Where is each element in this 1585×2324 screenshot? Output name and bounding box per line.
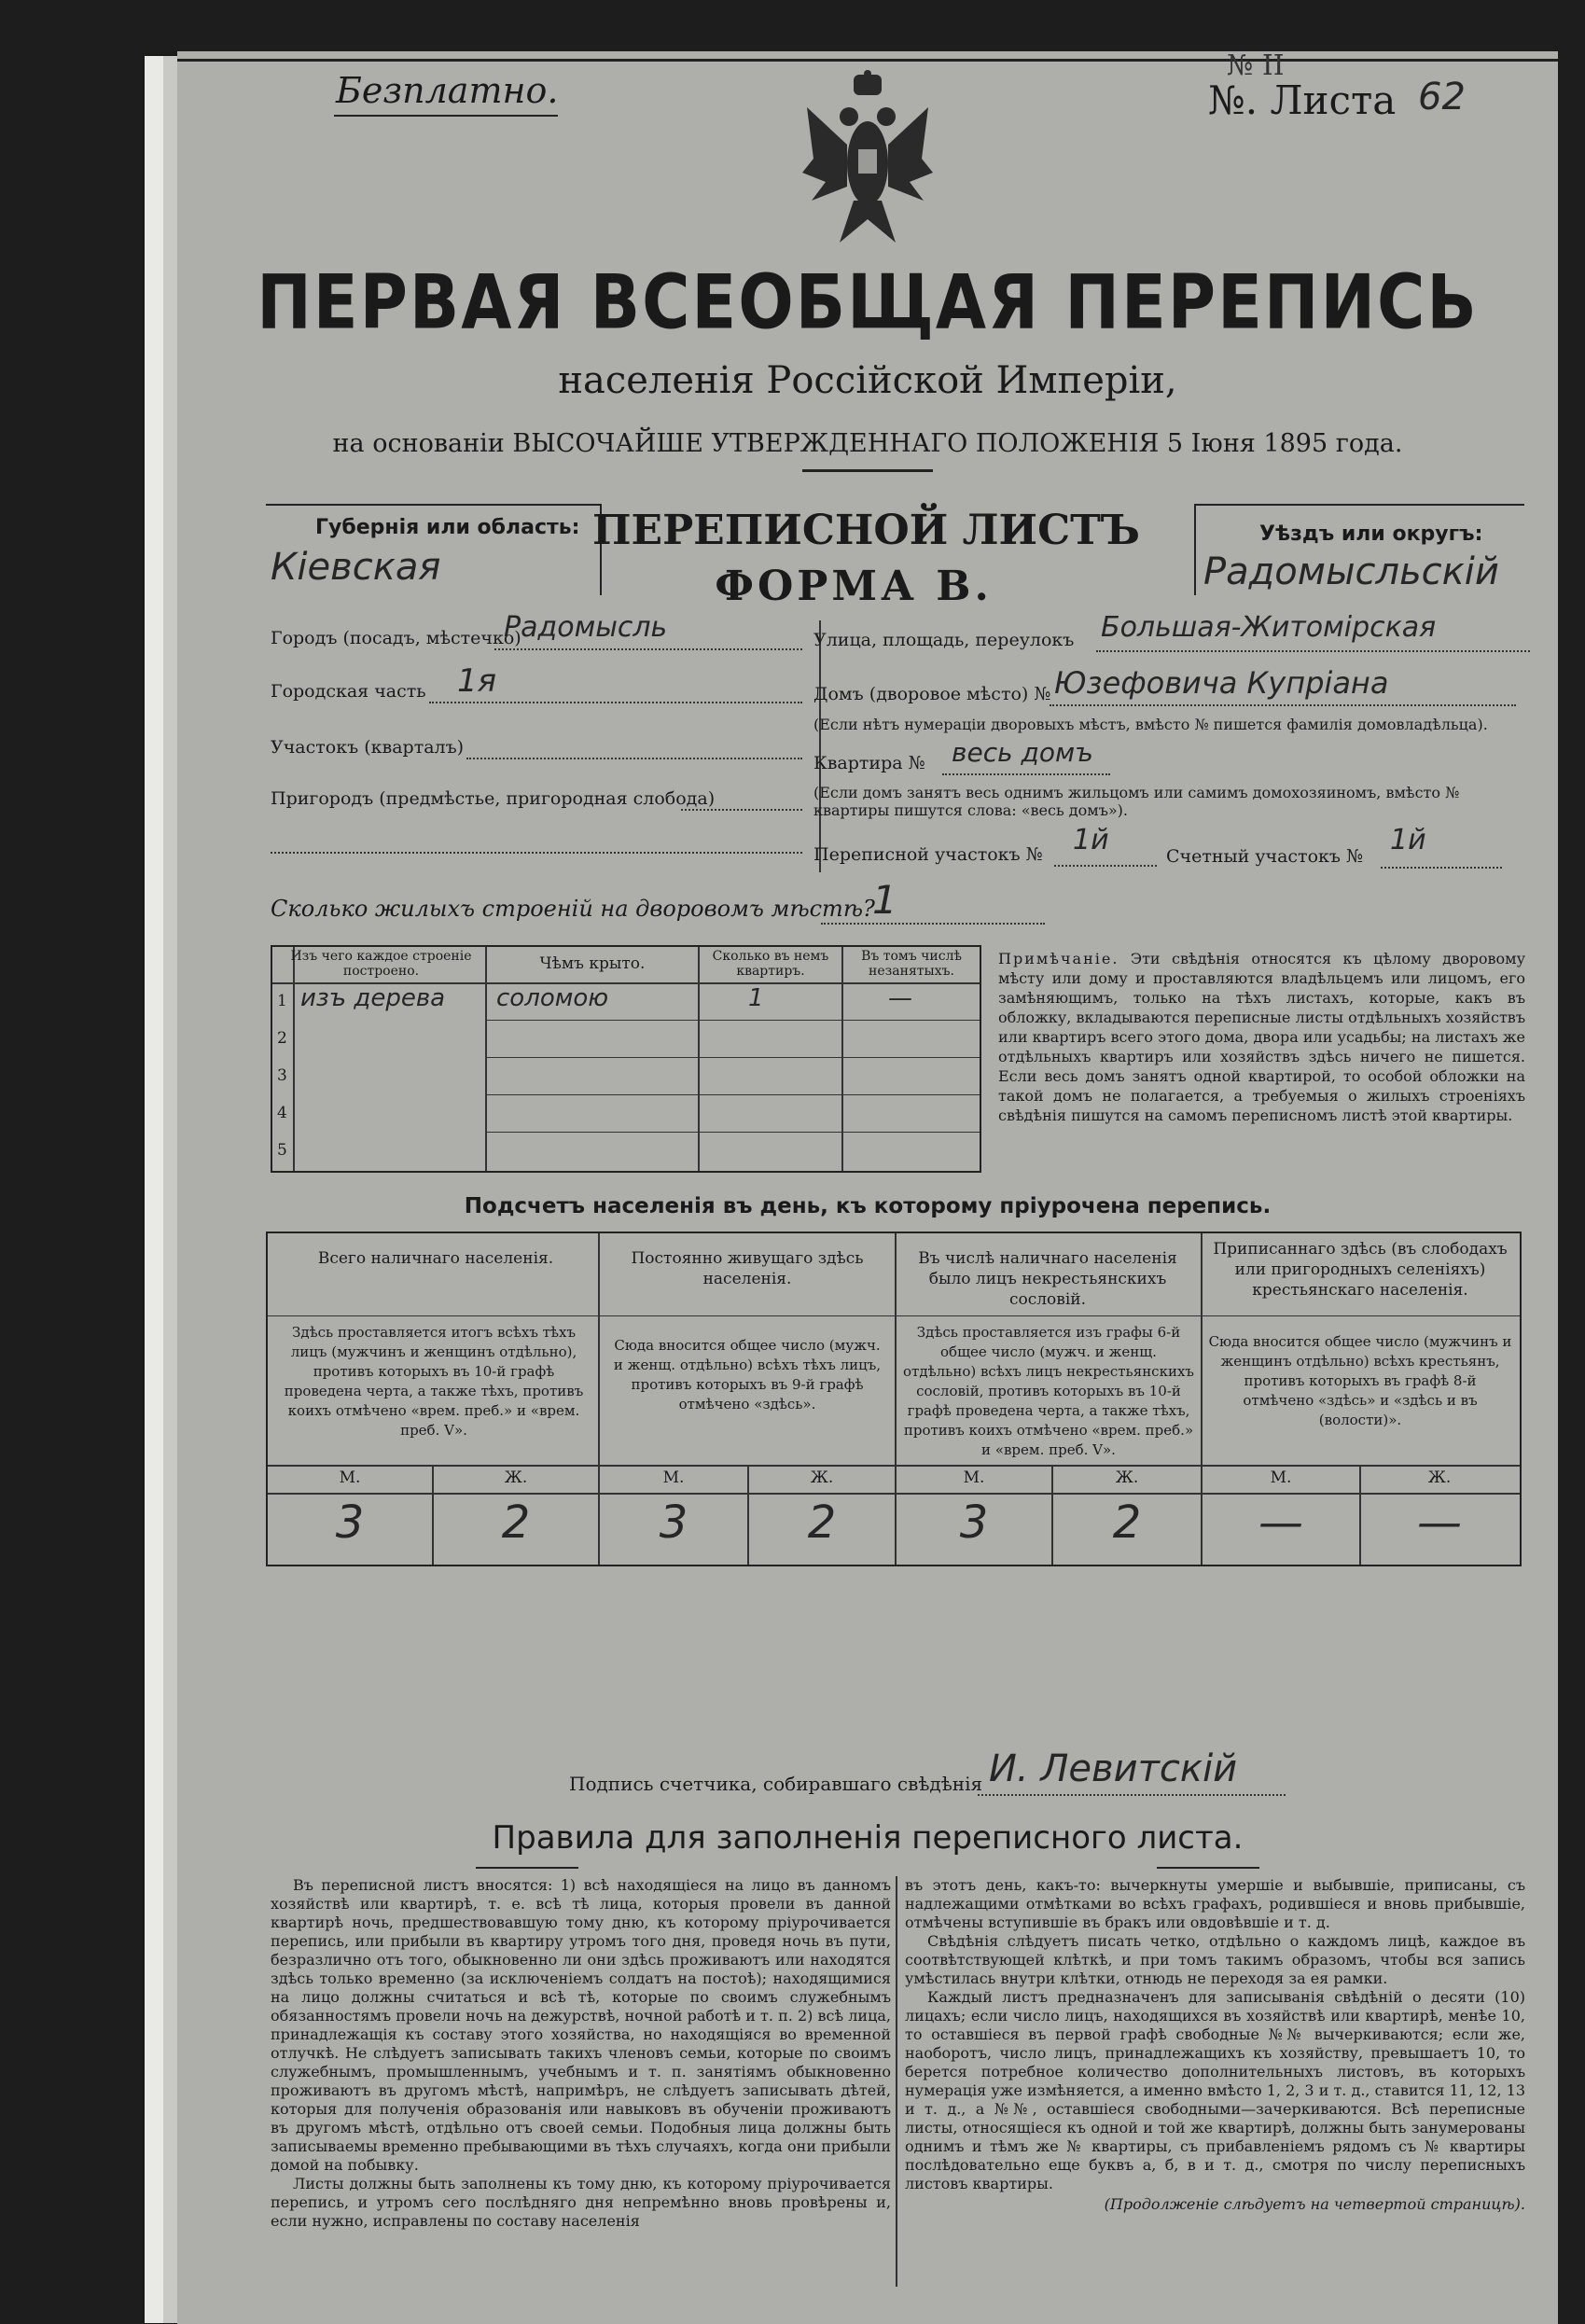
part-value[interactable]: 1я — [457, 662, 497, 700]
pop-col1-m-value[interactable]: 3 — [335, 1496, 365, 1549]
rules-continued: (Продолженіе слѣдуетъ на четвертой страницѣ). — [1104, 2195, 1525, 2213]
sheet-number: 62 — [1418, 76, 1466, 118]
pop-col4-head: Приписаннаго здѣсь (въ слободахъ или пригородныхъ селеніяхъ) крестьянскаго населенія. — [1213, 1240, 1508, 1300]
free-label: Безплатно. — [336, 70, 559, 111]
census-value[interactable]: 1й — [1073, 824, 1109, 856]
city-label: Городъ (посадъ, мѣстечко) — [271, 628, 521, 648]
rules-left-column — [271, 1876, 891, 2231]
pop-col3-body: Здѣсь проставляется изъ графы 6-й общее число (мужч. и женщ. отдѣльно) всѣхъ лицъ некрестьянскихъ сословій, противъ которыхъ въ 10-й графѣ проведена черта, а также тѣхъ, противъ коихъ отмѣчено «врем. преб.» и «врем. преб. V». — [903, 1324, 1194, 1458]
buildings-table — [271, 945, 981, 1173]
district-label: Уѣздъ или округъ: — [1259, 522, 1483, 546]
street-label: Улица, площадь, переулокъ — [813, 630, 1075, 650]
rules-left-para-2: Листы должны быть заполнены къ тому дню, къ которому пріурочивается перепись, и утромъ сего послѣдняго дня непремѣнно вновь провѣрены и, если нужно, исправлены по составу населенія — [271, 2175, 891, 2230]
pop-col2-m-value[interactable]: 3 — [659, 1496, 688, 1549]
pop-col4-m-label: М. — [1270, 1468, 1292, 1487]
buildings-answer-line — [821, 923, 1045, 925]
pop-col4-f-label: Ж. — [1427, 1468, 1452, 1487]
flat-label: Квартира № — [813, 753, 925, 773]
suburb-line — [681, 809, 802, 811]
pop-col1-head: Всего наличнаго населенія. — [317, 1249, 554, 1268]
buildings-col-vacant: Въ томъ числѣ незанятыхъ. — [861, 949, 962, 979]
street-value[interactable]: Большая-Житомірская — [1101, 611, 1437, 644]
house-label: Домъ (дворовое мѣсто) № — [813, 684, 1051, 704]
pop-col1-body: Здѣсь проставляется итогъ всѣхъ тѣхъ лицъ (мужчинъ и женщинъ отдѣльно), противъ которыхъ въ 10-й графѣ проведена черта, а также тѣхъ, противъ коихъ отмѣчено «врем. преб.» и «врем. преб. V». — [284, 1324, 584, 1439]
row-flats[interactable]: 1 — [748, 984, 764, 1012]
buildings-col-material: Изъ чего каждое строеніе построено. — [290, 949, 472, 979]
buildings-col-flats: Сколько въ немъ квартиръ. — [712, 949, 829, 979]
province-value[interactable]: Кіевская — [271, 546, 441, 589]
precinct-line — [466, 758, 802, 759]
address-divider — [819, 620, 821, 872]
flat-line — [942, 773, 1110, 775]
rules-title: Правила для заполненія переписного листа. — [492, 1819, 1244, 1857]
buildings-note-text: Эти свѣдѣнія относятся къ цѣлому дворовому мѣсту или дому и проставляются владѣльцемъ или лицомъ, его замѣняющимъ, только на тѣхъ листахъ, которые, какъ въ обложку, вкладываются переписные листы отдѣльныхъ хозяйствъ или квартиръ всего этого дома, двора или усадьбы; на листахъ же отдѣльныхъ квартиръ или хозяйствъ здѣсь ничего не пишется. Если весь домъ занятъ одной квартирой, то особой обложки на такой домъ не полагается, а требуемыя о жилыхъ строеніяхъ свѣдѣнія пишутся на самомъ переписномъ листѣ этой квартиры. — [998, 950, 1526, 1124]
census-line — [1054, 865, 1157, 867]
table-row: 4 — [272, 1096, 980, 1134]
top-rule — [177, 59, 1558, 62]
pop-col2-body: Сюда вносится общее число (мужч. и женщ. отдѣльно) всѣхъ тѣхъ лицъ, противъ которыхъ въ 9-й графѣ отмѣчено «здѣсь». — [613, 1337, 882, 1412]
pop-col1-f-value[interactable]: 2 — [501, 1496, 531, 1549]
rules-left-para-1: Въ переписной листъ вносятся: 1) всѣ находящіеся на лицо въ данномъ хозяйствѣ или квартирѣ, т. е. всѣ тѣ лица, которыя провели въ данной квартирѣ ночь, предшествовавшую тому дню, къ которому пріурочивается перепись, или прибыли въ квартиру утромъ того дня, проведя ночь въ пути, безразлично отъ того, обыкновенно ли они здѣсь проживаютъ или находятся здѣсь только временно (за исключеніемъ солдатъ на постоѣ); находящимися на лицо должны считаться и всѣ тѣ, которые по своимъ служебнымъ обязанностямъ провели ночь на дежурствѣ, ночной работѣ и т. п. 2) всѣ лица, принадлежащія къ составу этого хозяйства, но находящіяся во временной отлучкѣ. Не слѣдуетъ записывать такихъ членовъ семьи, которые по своимъ служебнымъ, промышленнымъ, учебнымъ и т. п. занятіямъ обыкновенно проживаютъ въ другомъ мѣстѣ, напримѣръ, не слѣдуетъ записывать дѣтей, которыя для полученія образованія или навыковъ въ обученіи проживаютъ въ другомъ мѣстѣ, отдѣльно отъ своей семьи. Подобныя лица должны быть записываемы временно пребывающими въ тѣхъ случаяхъ, когда они прибыли домой на побывку. — [271, 1876, 891, 2174]
main-title: ПЕРВАЯ ВСЕОБЩАЯ ПЕРЕПИСЬ — [257, 257, 1479, 347]
table-row: 3 — [272, 1059, 980, 1096]
count-value[interactable]: 1й — [1390, 824, 1426, 856]
rules-right-para-1: въ этотъ день, какъ-то: вычеркнуты умершіе и выбывшіе, приписаны, съ надлежащими отмѣтками во всѣхъ графахъ, родившіеся и вновь прибывшіе, отмѣчены вступившіе въ бракъ или овдовѣвшіе и т. д. — [905, 1876, 1525, 1931]
form-type: ФОРМА В. — [715, 563, 993, 610]
province-label: Губернія или область: — [315, 516, 580, 539]
pop-col4-body: Сюда вносится общее число (мужчинъ и женщинъ отдѣльно) всѣхъ крестьянъ, противъ которыхъ въ графѣ 8-й отмѣчено «здѣсь» и «здѣсь и въ (волости)». — [1208, 1333, 1512, 1428]
census-label: Переписной участокъ № — [813, 844, 1043, 865]
signature-line — [978, 1794, 1286, 1796]
count-label: Счетный участокъ № — [1166, 846, 1363, 867]
house-line — [1050, 704, 1516, 706]
buildings-col-roof: Чѣмъ крыто. — [539, 954, 646, 973]
part-line — [429, 702, 802, 703]
form-name: ПЕРЕПИСНОЙ ЛИСТЪ — [592, 507, 1140, 554]
basis-line: на основаніи ВЫСОЧАЙШЕ УТВЕРЖДЕННАГО ПОЛОЖЕНІЯ 5 Іюня 1895 года. — [332, 429, 1403, 458]
buildings-note — [998, 949, 1525, 1125]
pop-col2-m-label: М. — [662, 1468, 685, 1487]
pop-col1-f-label: Ж. — [504, 1468, 528, 1487]
flat-note: (Если домъ занятъ весь однимъ жильцомъ или самимъ домохозяиномъ, вмѣсто № квартиры пишутся слова: «весь домъ»). — [813, 784, 1460, 819]
row-roof[interactable]: соломою — [496, 984, 609, 1012]
rules-divider — [896, 1876, 897, 2287]
pop-col4-m-value[interactable]: — — [1258, 1496, 1303, 1549]
title-rule — [802, 469, 933, 472]
population-table — [266, 1232, 1522, 1566]
pop-col3-m-label: М. — [963, 1468, 985, 1487]
pop-col3-f-label: Ж. — [1115, 1468, 1139, 1487]
pop-col4-f-value[interactable]: — — [1417, 1496, 1462, 1549]
rules-rule-right — [1157, 1867, 1259, 1869]
sheet-number-old: № II — [1227, 49, 1285, 82]
double-headed-eagle-icon — [802, 70, 933, 257]
table-row: 1 изъ дерева соломою 1 — — [272, 984, 980, 1022]
row-material[interactable]: изъ дерева — [300, 984, 446, 1012]
suburb-label: Пригородъ (предмѣстье, пригородная слобода) — [271, 788, 716, 809]
rules-right-para-3: Каждый листъ предназначенъ для записыванія свѣдѣній о десяти (10) лицахъ; если число лицъ, находящихся въ хозяйствѣ или квартирѣ, менѣе 10, то оставшіеся въ первой графѣ свободные №№ вычеркиваются; если же, наоборотъ, число лицъ, принадлежащихъ къ хозяйству, превышаетъ 10, то берется потребное количество дополнительныхъ листовъ, въ которыхъ нумерація уже измѣняется, а именно вмѣсто 1, 2, 3 и т. д., ставится 11, 12, 13 и т. д., а №№, оставшіеся свободными—зачеркиваются. Всѣ переписные листы, относящіеся къ одной и той же квартирѣ, должны быть занумерованы однимъ и тѣмъ же № квартиры, съ прибавленіемъ рядомъ съ № квартиры послѣдовательно еще буквъ а, б, в и т. д., смотря по числу переписныхъ листовъ квартиры. — [905, 1988, 1526, 2192]
buildings-note-title: Примѣчаніе. — [998, 950, 1119, 967]
row-vacant[interactable]: — — [888, 984, 912, 1012]
census-sheet — [177, 51, 1558, 2324]
table-row: 2 — [272, 1022, 980, 1059]
house-note: (Если нѣтъ нумераціи дворовыхъ мѣстъ, вмѣсто № пишется фамилія домовладѣльца). — [813, 716, 1488, 733]
population-title: Подсчетъ населенія въ день, къ которому пріурочена перепись. — [464, 1194, 1272, 1218]
pop-col3-m-value[interactable]: 3 — [959, 1496, 989, 1549]
free-underline — [334, 115, 558, 117]
precinct-label: Участокъ (кварталъ) — [271, 737, 465, 758]
subtitle: населенія Россійской Имперіи, — [558, 359, 1177, 402]
pop-col1-m-label: М. — [339, 1468, 361, 1487]
city-line — [494, 648, 802, 650]
district-value[interactable]: Радомысльскій — [1203, 550, 1499, 593]
pop-col3-head: Въ числѣ наличнаго населенія было лицъ некрестьянскихъ сословій. — [918, 1249, 1177, 1309]
sheet-label: №. Листа — [1208, 77, 1397, 123]
buildings-question: Сколько жилыхъ строеній на дворовомъ мѣстѣ? — [271, 896, 875, 922]
signature-value[interactable]: И. Левитскій — [989, 1747, 1238, 1790]
buildings-answer[interactable]: 1 — [872, 877, 897, 923]
pop-col2-head: Постоянно живущаго здѣсь населенія. — [631, 1249, 864, 1288]
street-line — [1096, 650, 1530, 652]
pop-col2-f-value[interactable]: 2 — [807, 1496, 837, 1549]
flat-value[interactable]: весь домъ — [952, 737, 1093, 768]
rules-rule-left — [476, 1867, 578, 1869]
rules-right-para-2: Свѣдѣнія слѣдуетъ писать четко, отдѣльно о каждомъ лицѣ, каждое въ соотвѣтствующей клѣткѣ, и при томъ такимъ образомъ, чтобы вся запись умѣстилась внутри клѣтки, отнюдь не переходя за ея рамки. — [905, 1932, 1525, 1987]
pop-col3-f-value[interactable]: 2 — [1112, 1496, 1142, 1549]
pop-col2-f-label: Ж. — [810, 1468, 834, 1487]
signature-label: Подпись счетчика, собиравшаго свѣдѣнія — [569, 1773, 983, 1795]
rules-right-column — [905, 1876, 1525, 2213]
table-row: 5 — [277, 1141, 287, 1160]
part-label: Городская часть — [271, 681, 426, 702]
count-line — [1381, 867, 1502, 869]
suburb-line-2 — [271, 852, 802, 854]
house-value[interactable]: Юзефовича Купріана — [1054, 665, 1389, 701]
city-value[interactable]: Радомысль — [504, 611, 668, 644]
